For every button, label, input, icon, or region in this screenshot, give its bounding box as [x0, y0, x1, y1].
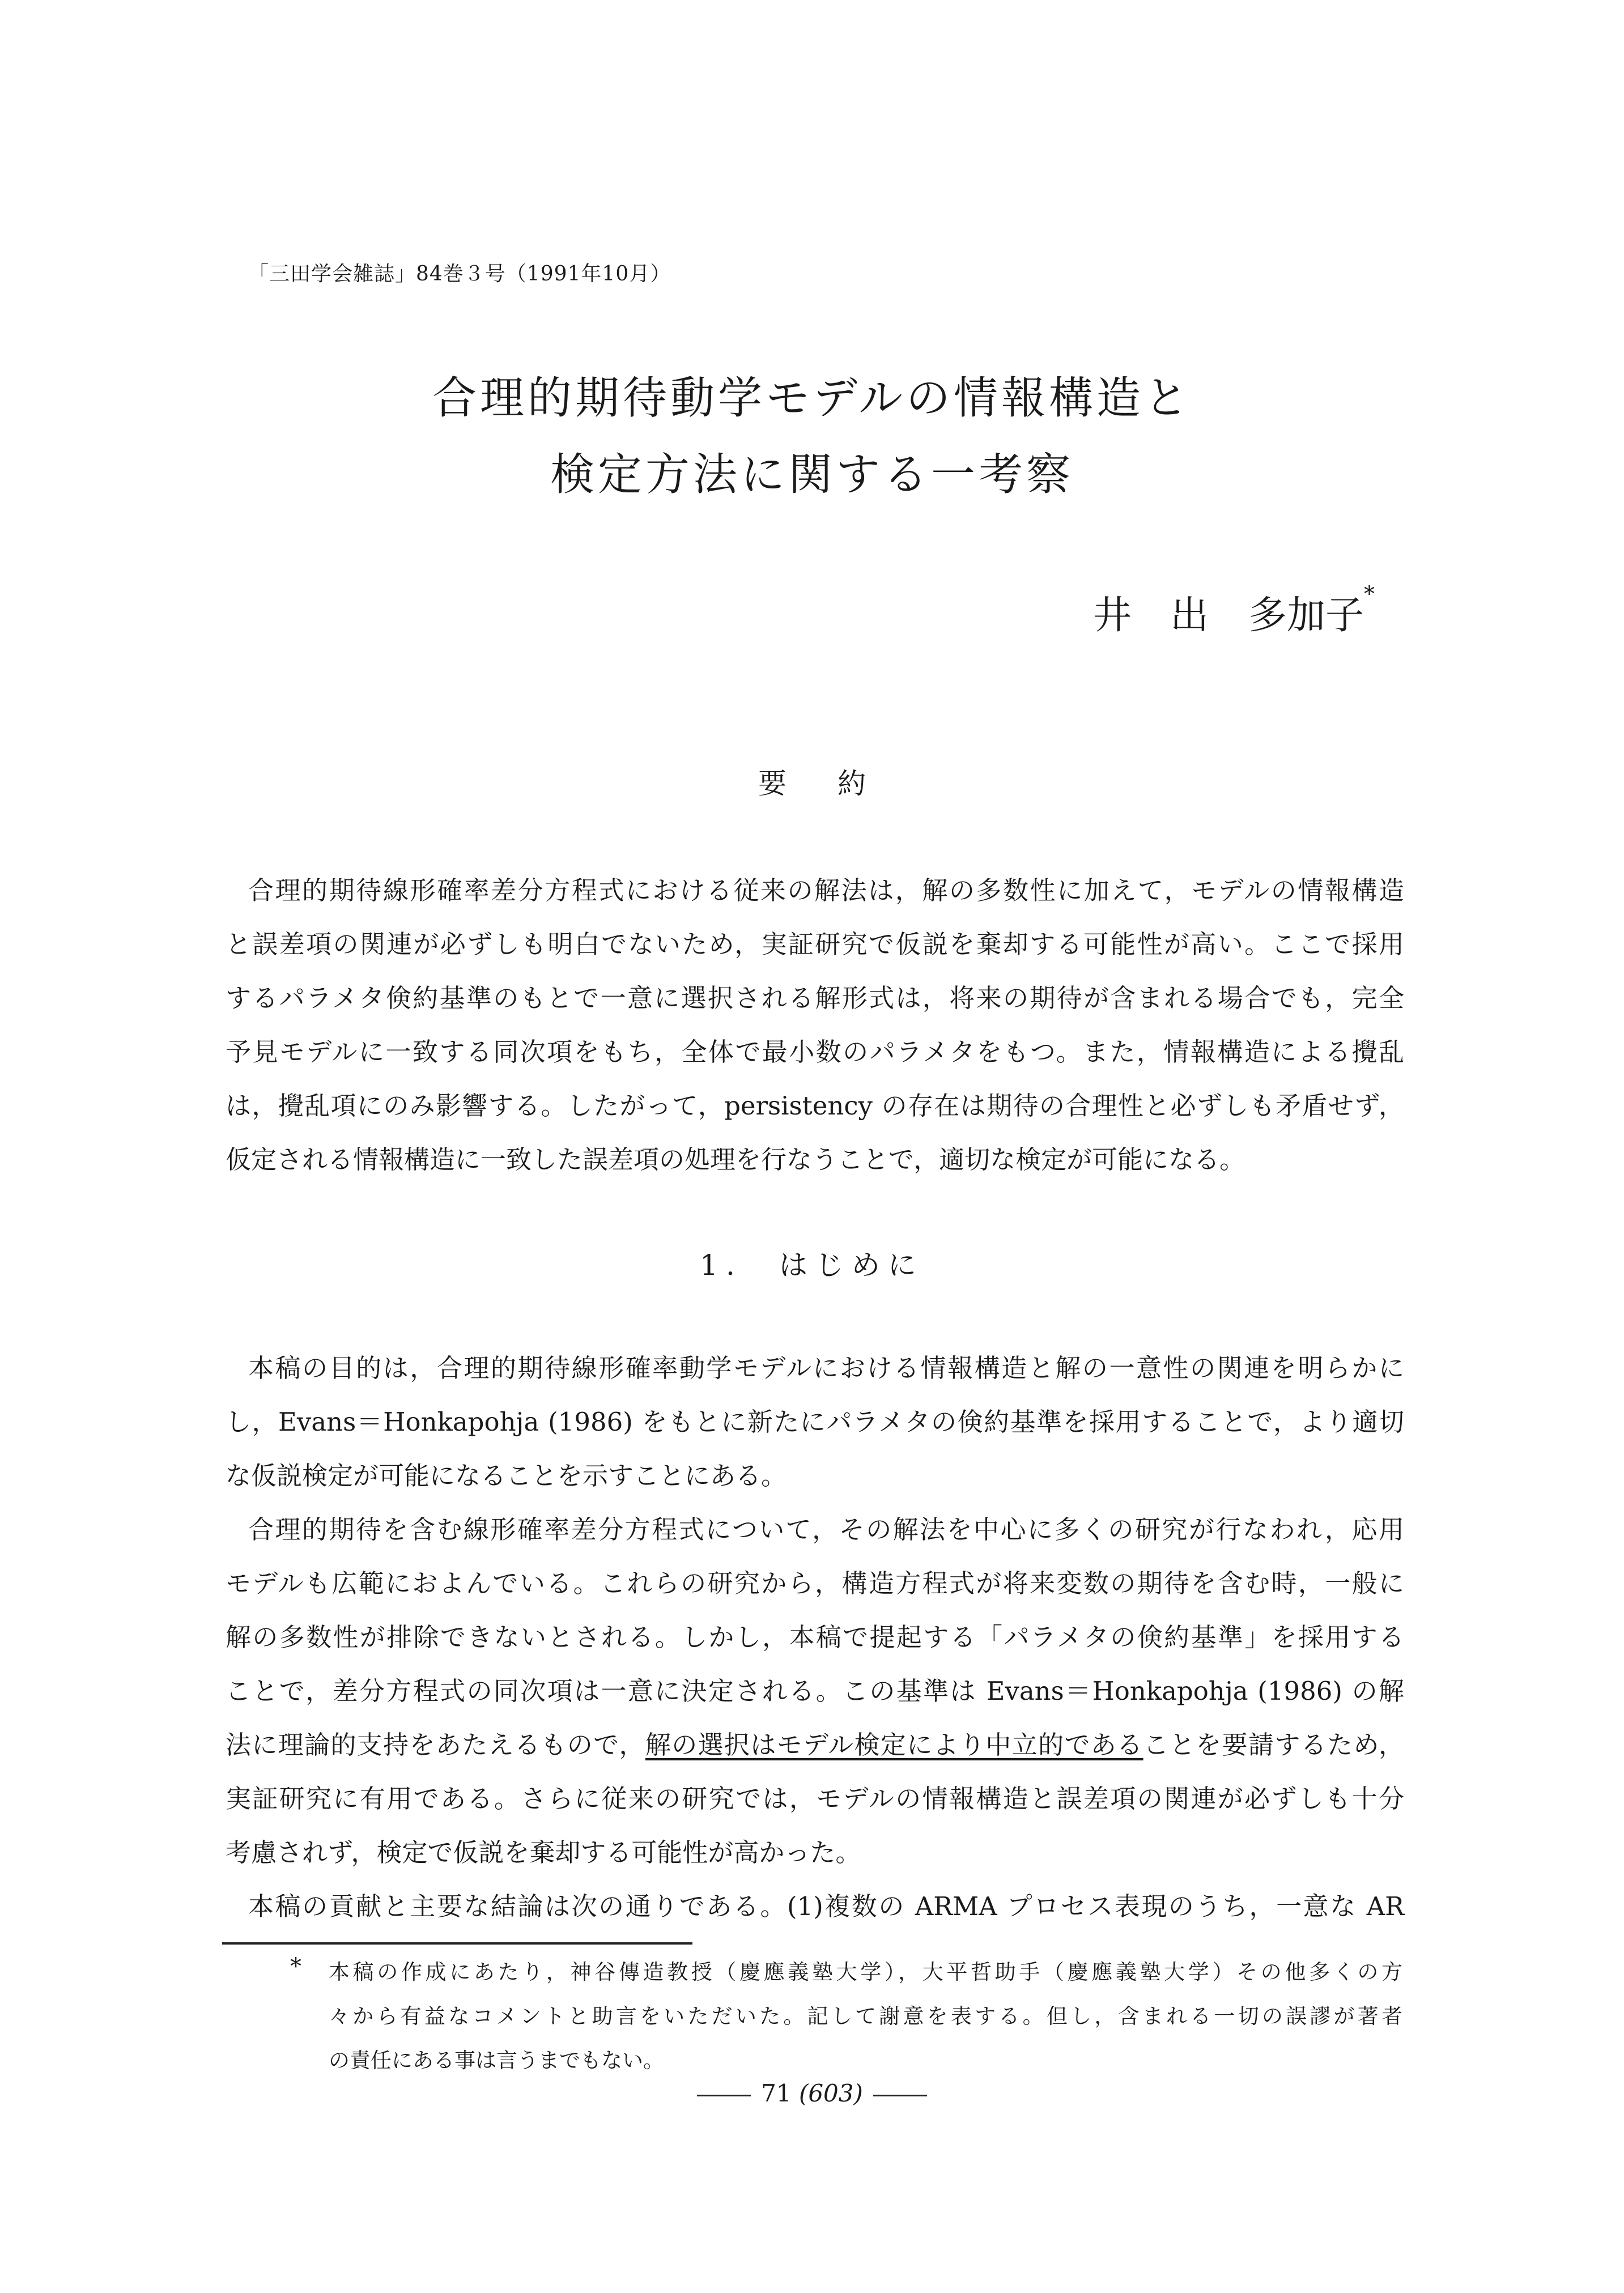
abstract-line: と誤差項の関連が必ずしも明白でないため，実証研究で仮説を棄却する可能性が高い。ここで採用: [226, 929, 1404, 959]
page-number-value: 71: [761, 2079, 792, 2107]
original-page-number: (603): [798, 2079, 863, 2107]
abstract-heading: 要約: [758, 767, 917, 800]
body-line: 合理的期待を含む線形確率差分方程式について，その解法を中心に多くの研究が行なわれ，応用: [248, 1515, 1404, 1545]
body-line: 本稿の目的は，合理的期待線形確率動学モデルにおける情報構造と解の一意性の関連を明らかに: [248, 1353, 1404, 1383]
body-line: ことで，差分方程式の同次項は一意に決定される。この基準は Evans＝Honkapohja (1986) の解: [226, 1676, 1404, 1706]
body-text: ことを要請するため，: [1143, 1730, 1405, 1760]
body-line: 考慮されず，検定で仮説を棄却する可能性が高かった。: [226, 1837, 861, 1867]
author-footnote-mark: *: [1364, 581, 1375, 606]
footnote-mark: *: [290, 1954, 301, 1980]
abstract-line: 仮定される情報構造に一致した誤差項の処理を行なうことで，適切な検定が可能になる。: [226, 1145, 1245, 1175]
body-line: な仮説検定が可能になることを示すことにある。: [226, 1461, 787, 1491]
body-line: 解の多数性が排除できないとされる。しかし，本稿で提起する「パラメタの倹約基準」を採用する: [226, 1622, 1404, 1652]
page-number: [0, 2079, 1624, 2107]
title-line-1: 合理的期待動学モデルの情報構造と: [432, 373, 1192, 424]
underlined-text: 解の選択はモデル検定により中立的である: [645, 1730, 1143, 1760]
abstract-line: するパラメタ倹約基準のもとで一意に選択される解形式は，将来の期待が含まれる場合でも，完全: [226, 983, 1404, 1013]
footnote-line: 本稿の作成にあたり，神谷傳造教授（慶應義塾大学），大平哲助手（慶應義塾大学）その他多くの方: [329, 1960, 1402, 1984]
body-line: モデルも広範におよんでいる。これらの研究から，構造方程式が将来変数の期待を含む時，一般に: [226, 1568, 1404, 1598]
footnote-line: の責任にある事は言うまでもない。: [329, 2048, 664, 2073]
dash-left: [697, 2095, 751, 2096]
footnote-line: 々から有益なコメントと助言をいただいた。記して謝意を表する。但し，含まれる一切の誤謬が著者: [329, 2004, 1402, 2028]
author-given-name: 多加子: [1248, 593, 1364, 638]
author-family-name: 井 出: [1092, 593, 1209, 638]
journal-reference: 「三田学会雑誌」84巻３号（1991年10月）: [248, 262, 671, 286]
body-line: [226, 1724, 1404, 1761]
body-line: し，Evans＝Honkapohja (1986) をもとに新たにパラメタの倹約基準を採用することで，より適切: [226, 1407, 1404, 1437]
body-text: 法に理論的支持をあたえるもので，: [226, 1730, 645, 1760]
abstract-line: 合理的期待線形確率差分方程式における従来の解法は，解の多数性に加えて，モデルの情報構造: [248, 875, 1404, 905]
section-heading-introduction: 1. はじめに: [700, 1249, 924, 1282]
author: [1092, 581, 1375, 640]
title-line-2: 検定方法に関する一考察: [550, 449, 1074, 500]
body-line: 実証研究に有用である。さらに従来の研究では，モデルの情報構造と誤差項の関連が必ずしも十分: [226, 1784, 1404, 1814]
footnote-rule: [222, 1942, 692, 1945]
abstract-line: 予見モデルに一致する同次項をもち，全体で最小数のパラメタをもつ。また，情報構造による攪乱: [226, 1037, 1404, 1067]
dash-right: [873, 2095, 927, 2096]
body-line: 本稿の貢献と主要な結論は次の通りである。(1)複数の ARMA プロセス表現のうち，一意な AR: [248, 1891, 1404, 1921]
abstract-line: は，攪乱項にのみ影響する。したがって，persistency の存在は期待の合理性と必ずしも矛盾せず，: [226, 1091, 1404, 1121]
